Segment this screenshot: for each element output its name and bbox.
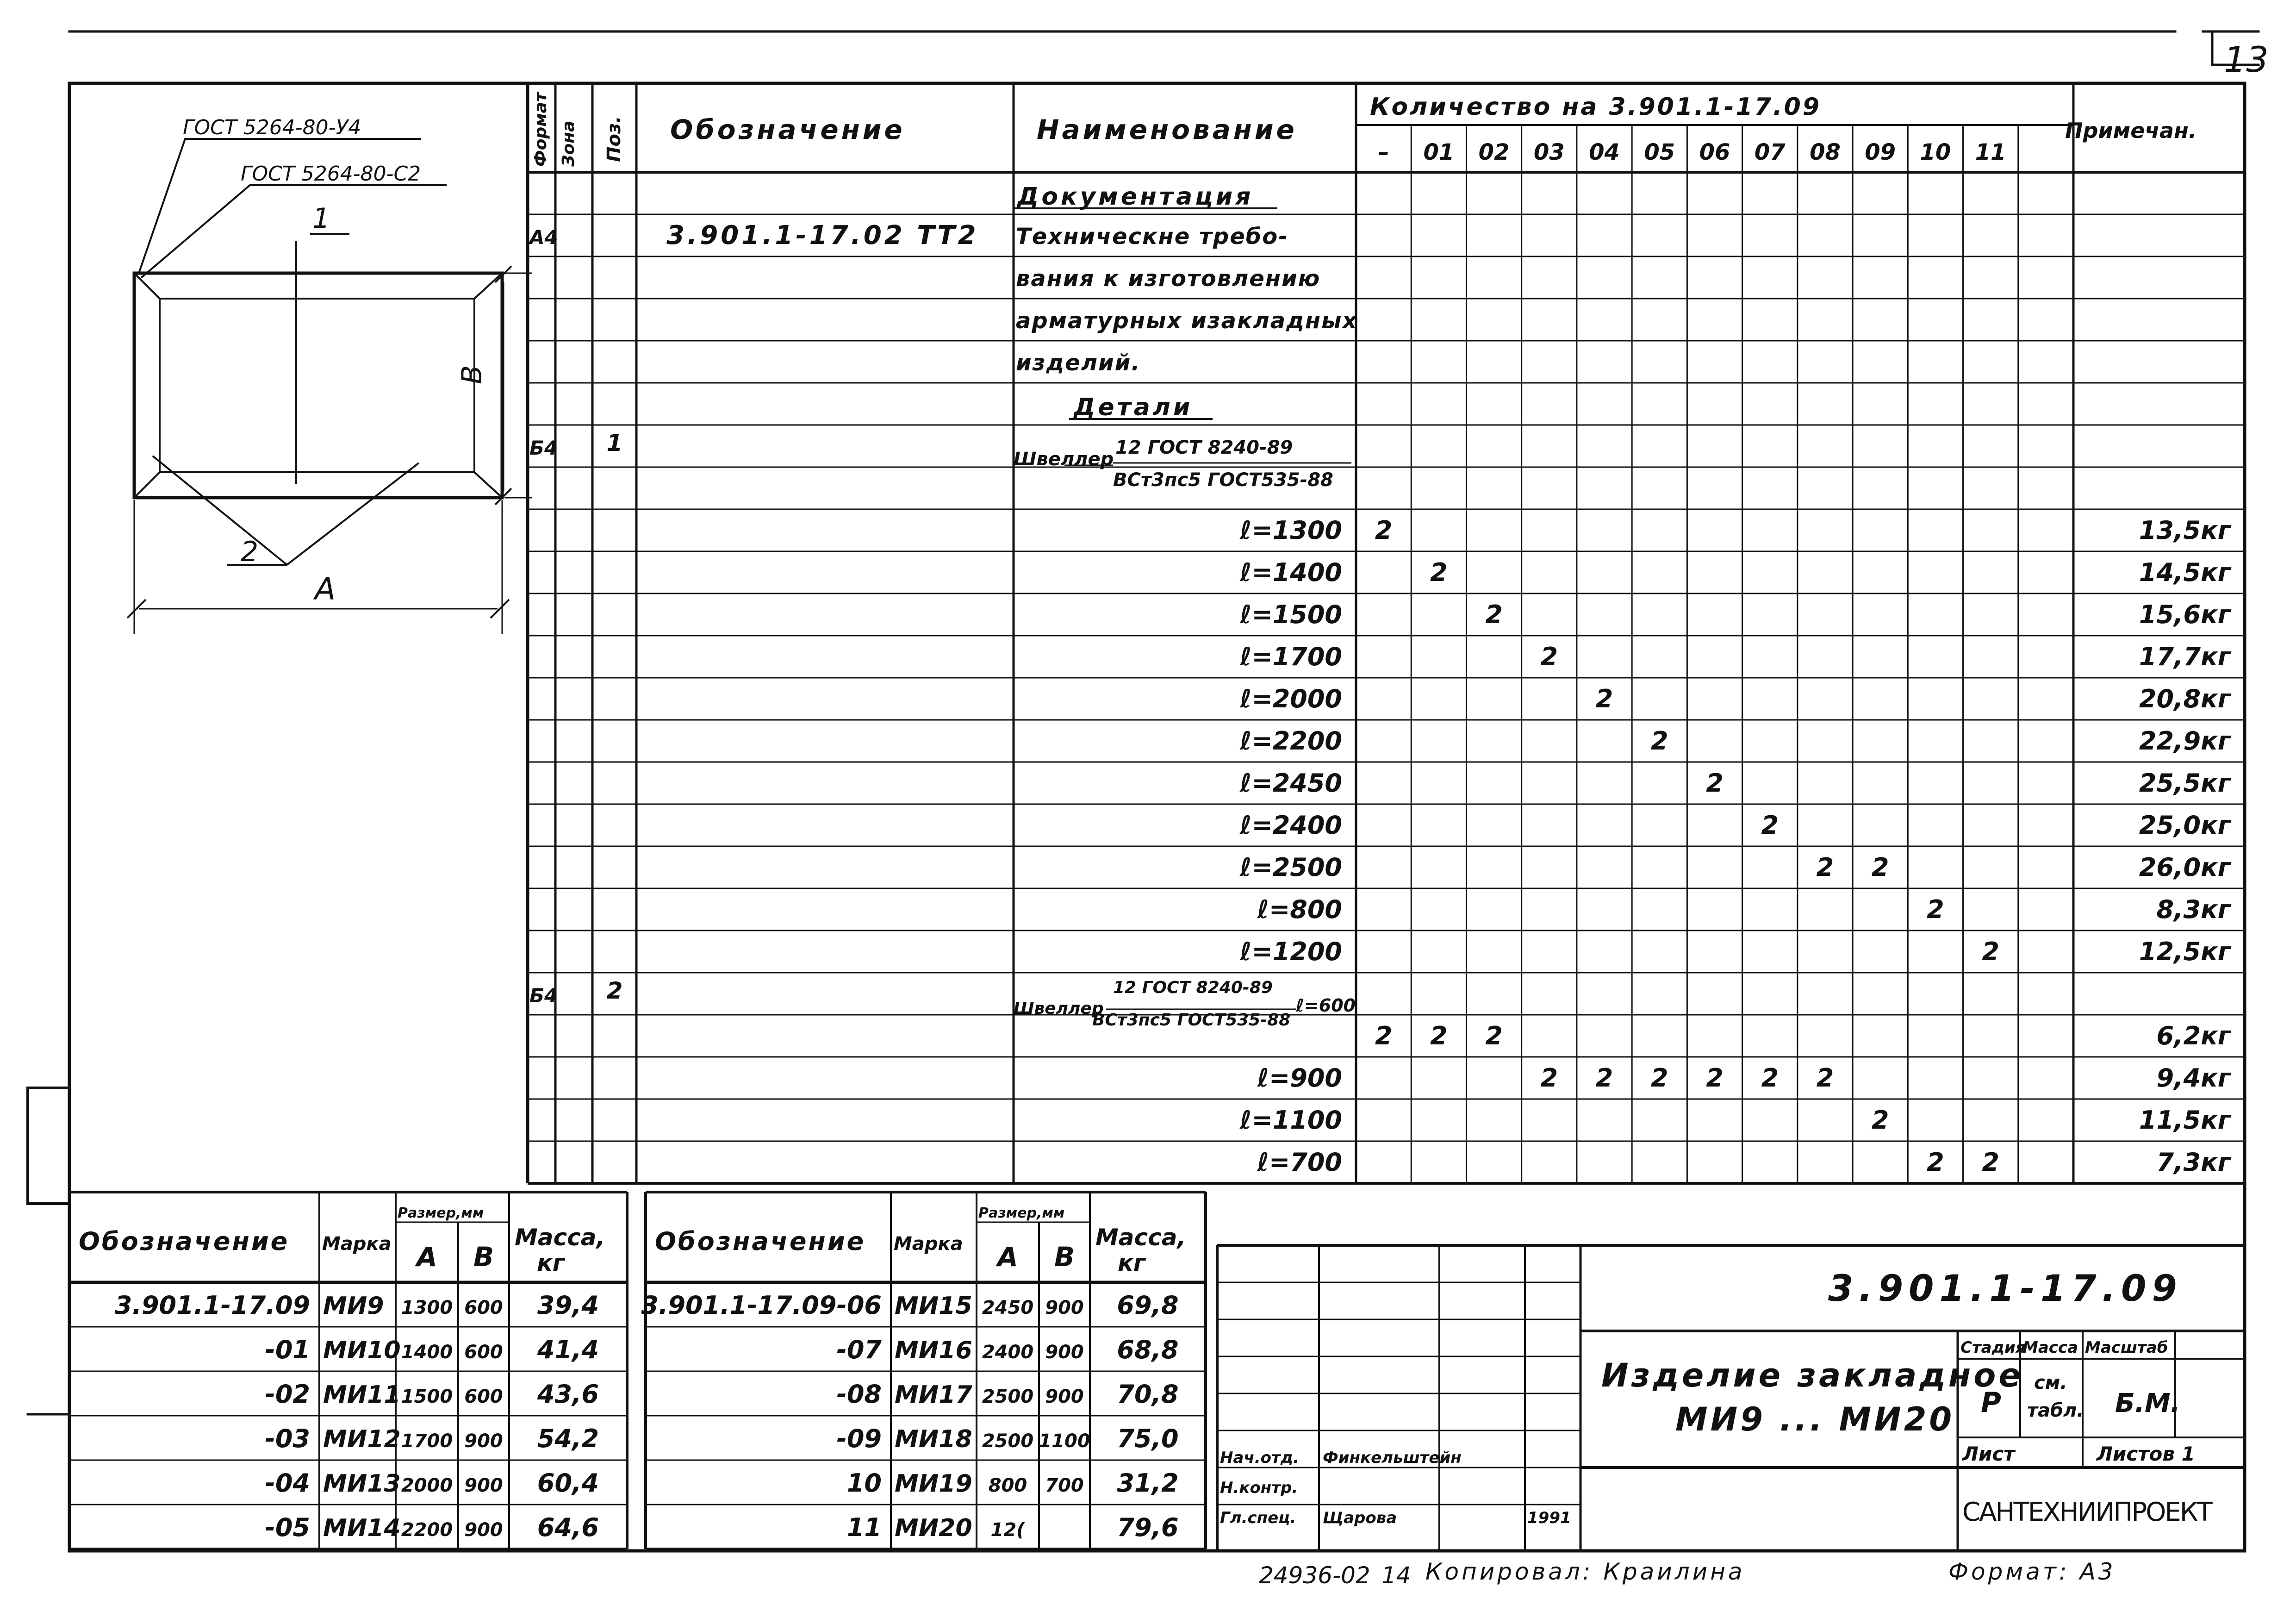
cell-note: 15,6кг <box>2139 600 2231 629</box>
cell-format: А4 <box>529 226 558 249</box>
mark-designation: 3.901.1-17.09 <box>114 1291 310 1320</box>
variant-header: 05 <box>1644 139 1675 165</box>
mark-designation: -05 <box>265 1513 310 1542</box>
scale-value: Б.М. <box>2115 1388 2180 1418</box>
spec-row <box>1239 726 2232 756</box>
mark-code: МИ18 <box>895 1425 972 1453</box>
mark-code: МИ12 <box>323 1425 401 1453</box>
variant-header: 04 <box>1589 139 1620 165</box>
mark-designation: -02 <box>265 1380 310 1409</box>
weld-gost-c2: ГОСТ 5264-80-С2 <box>241 162 421 186</box>
mark-size-a: 1400 <box>401 1342 453 1363</box>
mark-size-a: 1500 <box>401 1386 453 1407</box>
marks-row <box>265 1380 599 1409</box>
marks-header-a: А <box>997 1241 1018 1273</box>
marks-row <box>265 1335 599 1364</box>
mark-designation: -01 <box>265 1335 310 1364</box>
mark-size-a: 2500 <box>982 1430 1034 1452</box>
variant-header: 03 <box>1533 139 1565 165</box>
variant-header: 08 <box>1810 139 1841 165</box>
mark-size-b: 900 <box>464 1519 503 1541</box>
cell-length: ℓ=2200 <box>1239 726 1342 756</box>
cell-quantity: 2 <box>1540 642 1558 671</box>
marks-header-mass-unit: кг <box>1118 1249 1146 1276</box>
signature-date: 1991 <box>1527 1509 1571 1527</box>
spec-row <box>1375 1021 2232 1050</box>
spec-row <box>1239 684 2232 713</box>
marks-header-mass-unit: кг <box>537 1249 565 1276</box>
marks-row <box>836 1380 1178 1409</box>
mark-mass: 43,6 <box>537 1380 599 1409</box>
spec-row <box>1239 853 2232 882</box>
spec-row <box>1239 1106 2232 1135</box>
marks-row <box>265 1468 599 1498</box>
marks-header-b: В <box>1054 1241 1075 1273</box>
callout-2: 2 <box>241 536 259 568</box>
spec-row <box>1239 937 2232 966</box>
spec-row <box>1239 642 2232 671</box>
marks-row <box>115 1291 599 1320</box>
cell-note: 22,9кг <box>2139 726 2231 756</box>
cell-quantity: 2 <box>1430 1021 1448 1050</box>
mark-code: МИ15 <box>895 1292 972 1320</box>
header-zone: Зона <box>559 120 578 167</box>
cell-note: 6,2кг <box>2156 1021 2231 1050</box>
marks-row <box>641 1291 1178 1320</box>
signature-role: Н.контр. <box>1220 1479 1298 1497</box>
cell-quantity: 2 <box>1430 558 1448 587</box>
mark-code: МИ13 <box>323 1470 401 1498</box>
spec-row <box>1239 768 2232 798</box>
channel-2-word: Швеллер <box>1014 999 1104 1018</box>
marks-header-mark: Марка <box>894 1233 963 1255</box>
mark-code: МИ9 <box>323 1292 384 1320</box>
mark-size-a: 2450 <box>982 1297 1034 1318</box>
cell-note: 20,8кг <box>2139 684 2231 713</box>
channel-2-profile: 12 ГОСТ 8240-89 <box>1113 978 1273 997</box>
marks-header-designation: Обозначение <box>79 1227 290 1256</box>
mark-size-b: 900 <box>464 1475 503 1496</box>
mark-designation: -09 <box>836 1424 882 1453</box>
variant-header: 07 <box>1754 139 1786 165</box>
sheet-format: Формат: А3 <box>1948 1558 2116 1585</box>
mark-size-b: 900 <box>1045 1297 1084 1318</box>
mark-mass: 75,0 <box>1117 1424 1179 1453</box>
mass-value-line-2: табл. <box>2027 1400 2084 1421</box>
organization: САНТЕХНИИПРОЕКТ <box>1962 1497 2211 1527</box>
cell-quantity: 2 <box>1595 1063 1613 1093</box>
dimension-a-label: А <box>315 571 336 607</box>
mark-code: МИ10 <box>323 1337 401 1364</box>
signature-role: Гл.спец. <box>1220 1509 1296 1527</box>
title-line-2: МИ9 ... МИ20 <box>1675 1400 1955 1438</box>
mark-designation: 10 <box>846 1468 882 1498</box>
mark-code: МИ17 <box>895 1381 972 1409</box>
marks-header-a: А <box>417 1241 437 1273</box>
cell-quantity: 2 <box>1375 1021 1393 1050</box>
cell-length: ℓ=1300 <box>1239 516 1342 545</box>
cell-note: 25,5кг <box>2139 768 2231 798</box>
marks-row <box>265 1424 599 1453</box>
spec-row <box>1239 558 2232 587</box>
cell-note: 26,0кг <box>2139 853 2231 882</box>
cell-length: ℓ=1100 <box>1239 1106 1342 1135</box>
mark-size-a: 2400 <box>982 1342 1034 1363</box>
callout-1: 1 <box>312 202 330 235</box>
cell-format: Б4 <box>529 437 558 459</box>
marks-header-mass: Масса, <box>1095 1224 1186 1251</box>
marks-row <box>847 1468 1179 1498</box>
cell-quantity: 2 <box>1816 853 1834 882</box>
spec-row <box>1257 1063 2232 1093</box>
spec-row <box>1016 266 1320 292</box>
mark-code: МИ16 <box>895 1337 972 1364</box>
mass-value-line-1: см. <box>2034 1372 2067 1393</box>
mark-mass: 60,4 <box>537 1468 599 1498</box>
cell-length: ℓ=700 <box>1257 1148 1342 1177</box>
cell-note: 7,3кг <box>2156 1148 2231 1177</box>
marks-header-b: В <box>473 1241 494 1273</box>
cell-quantity: 2 <box>1982 1148 1999 1177</box>
channel-1-word: Швеллер <box>1014 449 1114 470</box>
cell-length: ℓ=1500 <box>1239 600 1342 629</box>
cell-note: 13,5кг <box>2139 516 2231 545</box>
spec-row <box>1016 350 1141 376</box>
cell-quantity: 2 <box>1540 1063 1558 1093</box>
title-line-1: Изделие закладное <box>1601 1356 2023 1394</box>
channel-2-steel: ВСт3пс5 ГОСТ535-88 <box>1092 1011 1291 1030</box>
cell-note: 11,5кг <box>2139 1106 2231 1135</box>
mark-size-b: 900 <box>1045 1386 1084 1407</box>
cell-quantity: 2 <box>1375 516 1393 545</box>
header-name: Наименование <box>1037 114 1297 145</box>
document-number: 3.901.1-17.09 <box>1828 1268 2183 1310</box>
mark-code: МИ14 <box>323 1514 401 1542</box>
mark-size-a: 12( <box>990 1519 1025 1541</box>
marks-row <box>836 1424 1178 1453</box>
cell-quantity: 2 <box>1816 1063 1834 1093</box>
cell-quantity: 2 <box>1761 1063 1779 1093</box>
signature-name: Щарова <box>1323 1509 1397 1527</box>
variant-header: 11 <box>1975 139 2006 165</box>
cell-length: ℓ=1200 <box>1239 937 1342 966</box>
mark-designation: -03 <box>265 1424 310 1453</box>
footer-page: 14 <box>1381 1562 1411 1589</box>
variant-header: 06 <box>1699 139 1730 165</box>
mark-mass: 68,8 <box>1117 1335 1179 1364</box>
cell-quantity: 2 <box>1595 684 1613 713</box>
copied-by: Копировал: Краилина <box>1425 1558 1745 1585</box>
spec-row <box>529 977 622 1007</box>
cell-quantity: 2 <box>1706 1063 1724 1093</box>
cell-note: 25,0кг <box>2139 811 2231 840</box>
cell-quantity: 2 <box>1871 1106 1889 1135</box>
dimension-b-label: В <box>456 365 488 384</box>
mark-size-b: 900 <box>1045 1342 1084 1363</box>
variant-header: 09 <box>1865 139 1896 165</box>
cell-quantity: 2 <box>1485 600 1503 629</box>
mark-mass: 39,4 <box>537 1291 599 1320</box>
marks-header-size: Размер,мм <box>398 1205 484 1221</box>
cell-length: ℓ=2500 <box>1239 853 1342 882</box>
header-note: Примечан. <box>2065 118 2197 143</box>
cell-quantity: 2 <box>1706 768 1724 798</box>
mark-mass: 79,6 <box>1117 1513 1179 1542</box>
mark-designation: -07 <box>836 1335 882 1364</box>
mark-mass: 54,2 <box>537 1424 599 1453</box>
mass-label: Масса <box>2022 1338 2078 1357</box>
mark-size-b: 600 <box>464 1386 503 1407</box>
cell-quantity: 2 <box>1650 726 1668 756</box>
variant-header: 10 <box>1920 139 1951 165</box>
mark-size-a: 800 <box>988 1475 1027 1496</box>
cell-quantity: 2 <box>1982 937 1999 966</box>
variant-header: – <box>1378 139 1389 165</box>
spec-row <box>1239 516 2232 545</box>
mark-size-a: 1700 <box>401 1430 453 1452</box>
mark-designation: -08 <box>836 1380 882 1409</box>
header-format: Формат <box>531 92 550 167</box>
spec-row <box>529 430 622 459</box>
signature-role: Нач.отд. <box>1220 1449 1300 1467</box>
header-pos: Поз. <box>604 116 625 162</box>
spec-row <box>1239 600 2232 629</box>
sheets-label: Листов 1 <box>2097 1443 2195 1465</box>
stage-value: Р <box>1981 1387 2001 1419</box>
mark-code: МИ19 <box>895 1470 972 1498</box>
marks-row <box>836 1335 1178 1364</box>
mark-code: МИ11 <box>323 1381 401 1409</box>
scale-label: Масштаб <box>2085 1338 2168 1357</box>
cell-note: 14,5кг <box>2139 558 2231 587</box>
mark-code: МИ20 <box>895 1514 972 1542</box>
archive-number: 24936-02 <box>1259 1562 1370 1589</box>
cell-quantity: 2 <box>1650 1063 1668 1093</box>
header-designation: Обозначение <box>670 114 905 145</box>
variant-header: 02 <box>1478 139 1510 165</box>
cell-length: ℓ=1400 <box>1239 558 1342 587</box>
channel-1-profile: 12 ГОСТ 8240-89 <box>1115 437 1293 458</box>
channel-1-steel: ВСт3пс5 ГОСТ535-88 <box>1113 469 1333 491</box>
mark-size-b: 1100 <box>1039 1430 1090 1452</box>
cell-name: арматурных изакладных <box>1016 308 1358 334</box>
cell-name: Техническне требо- <box>1016 224 1289 250</box>
mark-size-b: 600 <box>464 1342 503 1363</box>
cell-name: изделий. <box>1016 350 1141 376</box>
spec-row <box>1073 394 1193 421</box>
marks-header-mark: Марка <box>322 1233 392 1255</box>
mark-size-b: 600 <box>464 1297 503 1318</box>
mark-designation: 11 <box>846 1513 882 1542</box>
marks-row <box>847 1513 1179 1542</box>
cell-quantity: 2 <box>1485 1021 1503 1050</box>
cell-designation: 3.901.1-17.02 ТТ2 <box>666 220 979 250</box>
spec-row <box>1257 895 2232 924</box>
mark-mass: 31,2 <box>1117 1468 1179 1498</box>
cell-quantity: 2 <box>1761 811 1779 840</box>
cell-format: Б4 <box>529 984 558 1007</box>
sheet-number: 13 <box>2224 39 2269 80</box>
marks-header-mass: Масса, <box>515 1224 605 1251</box>
section-title: Детали <box>1074 394 1193 421</box>
mark-size-a: 1300 <box>401 1297 453 1318</box>
marks-header-designation: Обозначение <box>655 1227 866 1256</box>
cell-position: 2 <box>606 977 623 1004</box>
cell-length: ℓ=2000 <box>1239 684 1342 713</box>
cell-length: ℓ=900 <box>1257 1063 1342 1093</box>
marks-row <box>265 1513 599 1542</box>
cell-quantity: 2 <box>1927 895 1944 924</box>
cell-position: 1 <box>606 430 623 456</box>
marks-header-size: Размер,мм <box>978 1205 1065 1221</box>
cell-note: 9,4кг <box>2156 1063 2231 1093</box>
mark-size-a: 2200 <box>401 1519 453 1541</box>
channel-2-length: ℓ=600 <box>1296 995 1356 1016</box>
spec-row <box>528 220 1288 250</box>
cell-name: вания к изготовлению <box>1016 266 1321 292</box>
mark-size-a: 2000 <box>401 1475 453 1496</box>
mark-designation: -04 <box>265 1468 310 1498</box>
spec-row <box>1016 183 1254 211</box>
spec-row <box>1257 1148 2232 1177</box>
cell-note: 17,7кг <box>2139 642 2231 671</box>
cell-length: ℓ=800 <box>1257 895 1342 924</box>
variant-header: 01 <box>1423 139 1455 165</box>
mark-mass: 41,4 <box>537 1335 599 1364</box>
mark-mass: 69,8 <box>1117 1291 1179 1320</box>
cell-note: 12,5кг <box>2139 937 2231 966</box>
mark-designation: 3.901.1-17.09-06 <box>641 1291 882 1320</box>
cell-length: ℓ=1700 <box>1239 642 1342 671</box>
mark-size-b: 700 <box>1045 1475 1084 1496</box>
cell-quantity: 2 <box>1927 1148 1944 1177</box>
spec-row <box>1239 811 2232 840</box>
header-quantity: Количество на 3.901.1-17.09 <box>1370 93 1822 121</box>
mark-size-a: 2500 <box>982 1386 1034 1407</box>
cell-quantity: 2 <box>1871 853 1889 882</box>
weld-gost-u4: ГОСТ 5264-80-У4 <box>183 116 361 139</box>
sheet-label: Лист <box>1962 1443 2015 1465</box>
cell-length: ℓ=2400 <box>1239 811 1342 840</box>
mark-size-b: 900 <box>464 1430 503 1452</box>
cell-length: ℓ=2450 <box>1239 768 1342 798</box>
cell-note: 8,3кг <box>2156 895 2231 924</box>
spec-row <box>1016 308 1357 334</box>
stage-label: Стадия <box>1960 1338 2026 1357</box>
mark-mass: 64,6 <box>537 1513 599 1542</box>
signature-name: Финкельштейн <box>1323 1449 1462 1467</box>
section-title: Документация <box>1017 183 1254 211</box>
mark-mass: 70,8 <box>1117 1380 1179 1409</box>
